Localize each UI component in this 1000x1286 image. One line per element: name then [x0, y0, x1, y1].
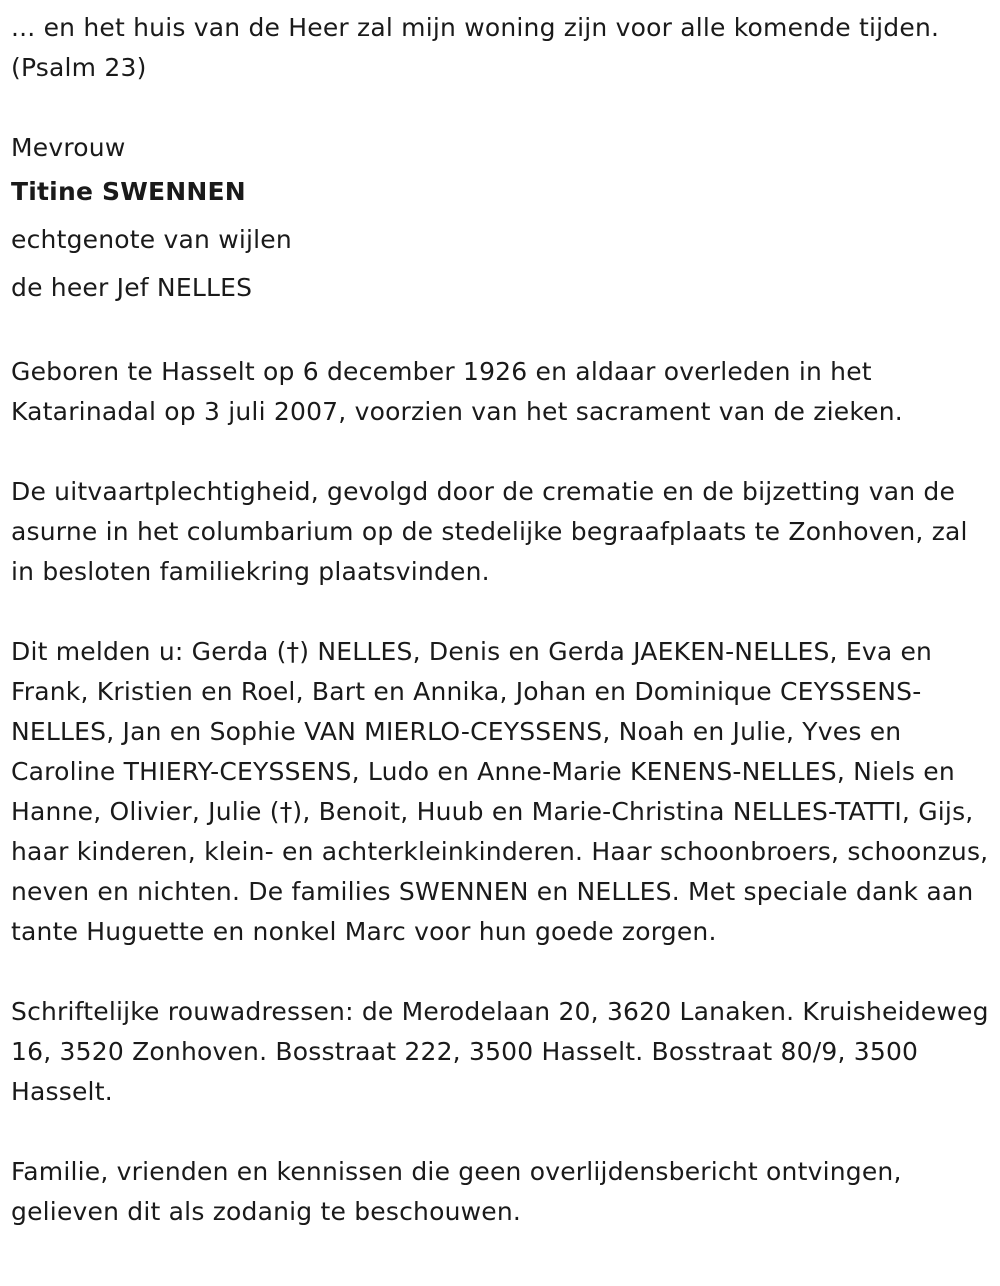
announced-by-paragraph: Dit melden u: Gerda (†) NELLES, Denis en Gerda JAEKEN-NELLES, Eva en Frank, Kristien en Roel, Bart en Annika, Johan en Dominique CEYSSENS-NELLES, Jan en Sophie VAN MIERLO-CEYSSENS, Noah en Julie, Yves en Caroline THIERY-CEYSSENS, Ludo en Anne-Marie KENENS-NELLES, Niels en Hanne, Olivier, Julie (†), Benoit, Huub en Marie-Christina NELLES-TATTI, Gijs, haar kinderen, klein- en achterkleinkinderen. Haar schoonbroers, schoonzus, neven en nichten. De families SWENNEN en NELLES. Met speciale dank aan tante Huguette en nonkel Marc voor hun goede zorgen.: [11, 637, 989, 946]
addresses-paragraph: Schriftelijke rouwadressen: de Merodelaan 20, 3620 Lanaken. Kruisheideweg 16, 3520 Zonhoven. Bosstraat 222, 3500 Hasselt. Bosstraat 80/9, 3500 Hasselt.: [11, 997, 989, 1106]
closing-paragraph: Familie, vrienden en kennissen die geen overlijdensbericht ontvingen, gelieven dit als zodanig te beschouwen.: [11, 1157, 902, 1226]
honorific: Mevrouw: [11, 133, 126, 162]
birth-death-paragraph: Geboren te Hasselt op 6 december 1926 en aldaar overleden in het Katarinadal op 3 juli 2007, voorzien van het sacrament van de zieken.: [11, 357, 903, 426]
deceased-name: Titine SWENNEN: [11, 177, 246, 206]
relation-text: echtgenote van wijlen: [11, 225, 292, 254]
spouse-name: de heer Jef NELLES: [11, 273, 253, 302]
quote-text: ... en het huis van de Heer zal mijn woning zijn voor alle komende tijden.: [11, 13, 940, 42]
quote-source: (Psalm 23): [11, 53, 147, 82]
ceremony-paragraph: De uitvaartplechtigheid, gevolgd door de crematie en de bijzetting van de asurne in het columbarium op de stedelijke begraafplaats te Zonhoven, zal in besloten familiekring plaatsvinden.: [11, 477, 968, 586]
